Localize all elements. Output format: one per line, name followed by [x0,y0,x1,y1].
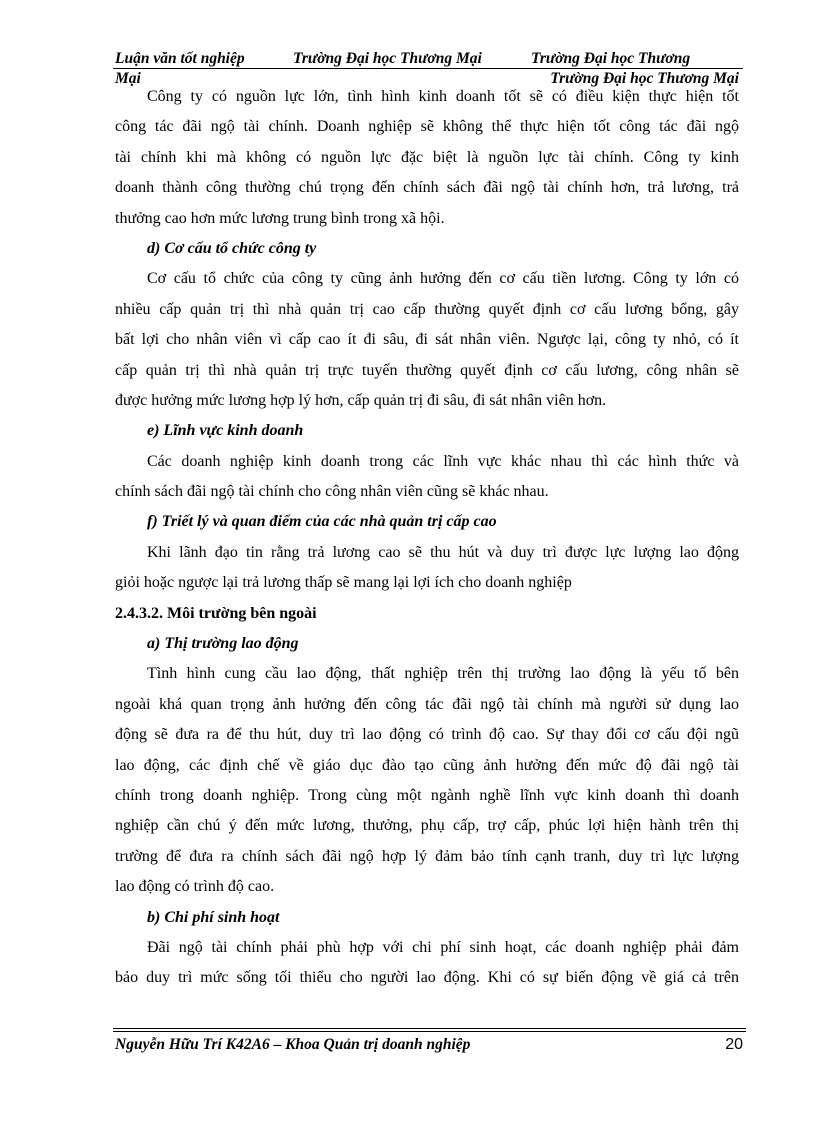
subheading-e: e) Lĩnh vực kinh doanh [147,422,304,440]
footer-author: Nguyễn Hữu Trí K42A6 – Khoa Quản trị doanh nghiệp [115,1036,471,1053]
text-line: bất lợi cho nhân viên vì cấp cao ít đi sâu, đi sát nhân viên. Ngược lại, công ty nhỏ, có ít [115,331,739,349]
text-line: lao động có trình độ cao. [115,878,275,896]
text-line: Công ty có nguồn lực lớn, tình hình kinh doanh tốt sẽ có điều kiện thực hiện tốt [147,88,739,105]
section-heading: 2.4.3.2. Môi trường bên ngoài [115,604,317,622]
subheading-f: f) Triết lý và quan điểm của các nhà quản trị cấp cao [147,513,497,531]
text-line: tài chính khi mà không có nguồn lực đặc biệt là nguồn lực tài chính. Công ty kinh [115,148,739,166]
text-line: trường để đưa ra chính sách đãi ngộ hợp lý đảm bảo tính cạnh tranh, duy trì lực lượng [115,847,739,865]
text-line: lao động, các định chế về giáo dục đào tạo cũng ảnh hưởng đến mức độ đãi ngộ tài [115,756,739,774]
text-line: ngoài khá quan trọng ảnh hưởng đến công tác đãi ngộ tài chính mà người sử dụng lao [115,695,739,713]
text-line: chính trong doanh nghiệp. Trong cùng một ngành nghề lĩnh vực kinh doanh thì doanh [115,786,739,804]
text-line: động sẽ đưa ra để thu hút, duy trì lao động có trình độ cao. Sự thay đổi cơ cấu đội ngũ [115,726,739,744]
text-line: được hưởng mức lương hợp lý hơn, cấp quản trị đi sâu, đi sát nhân viên hơn. [115,391,607,409]
text-line: Cơ cấu tổ chức của công ty cũng ảnh hưởng đến cơ cấu tiền lương. Công ty lớn có [147,270,739,288]
text-line: Khi lãnh đạo tin rằng trả lương cao sẽ thu hút và duy trì được lực lượng lao động [147,543,739,561]
text-line: thưởng cao hơn mức lương trung bình trong xã hội. [115,209,445,227]
text-line: giỏi hoặc ngược lại trả lương thấp sẽ mang lại lợi ích cho doanh nghiệp [115,574,572,592]
footer-rule-bottom [113,1031,746,1032]
text-line: Tình hình cung cầu lao động, thất nghiệp trên thị trường lao động là yếu tố bên [147,665,739,683]
text-line: nghiệp cần chú ý đến mức lương, thưởng, phụ cấp, trợ cấp, phúc lợi hiện hành trên thị [115,817,739,835]
page-number: 20 [725,1036,743,1053]
text-line: Các doanh nghiệp kinh doanh trong các lĩnh vực khác nhau thì các hình thức và [147,452,739,470]
header-rule [113,68,743,69]
header-continuation: Mại [115,70,141,87]
subheading-d: d) Cơ cấu tổ chức công ty [147,239,317,257]
subheading-a: a) Thị trường lao động [147,635,299,653]
text-line: chính sách đãi ngộ tài chính cho công nhân viên cũng sẽ khác nhau. [115,483,549,501]
text-line: công tác đãi ngộ tài chính. Doanh nghiệp sẽ không thể thực hiện tốt công tác đãi ngộ [115,118,739,136]
subheading-b: b) Chi phí sinh hoạt [147,908,280,926]
header-university-second: Trường Đại học Thương Mại [550,70,739,87]
text-line: bảo duy trì mức sống tối thiểu cho người lao động. Khi có sự biến động về giá cả trên [115,969,739,987]
text-line: Đãi ngộ tài chính phải phù hợp với chi phí sinh hoạt, các doanh nghiệp phải đảm [147,938,739,956]
header-university-repeat: Trường Đại học Thương [531,50,691,67]
text-line: nhiều cấp quản trị thì nhà quản trị cao cấp thường quyết định cơ cấu lương bổng, gây [115,300,739,318]
document-body [115,82,739,994]
page-footer [115,1036,743,1054]
text-line: doanh thành công thường chú trọng đến chính sách đãi ngộ tài chính hơn, trả lương, trả [115,179,739,197]
header-university: Trường Đại học Thương Mại [293,50,482,67]
header-thesis-label: Luận văn tốt nghiệp [115,50,245,67]
footer-rule-top [113,1028,746,1029]
text-line: cấp quản trị thì nhà quản trị trực tuyến thường quyết định cơ cấu lương, công nhân sẽ [115,361,739,379]
